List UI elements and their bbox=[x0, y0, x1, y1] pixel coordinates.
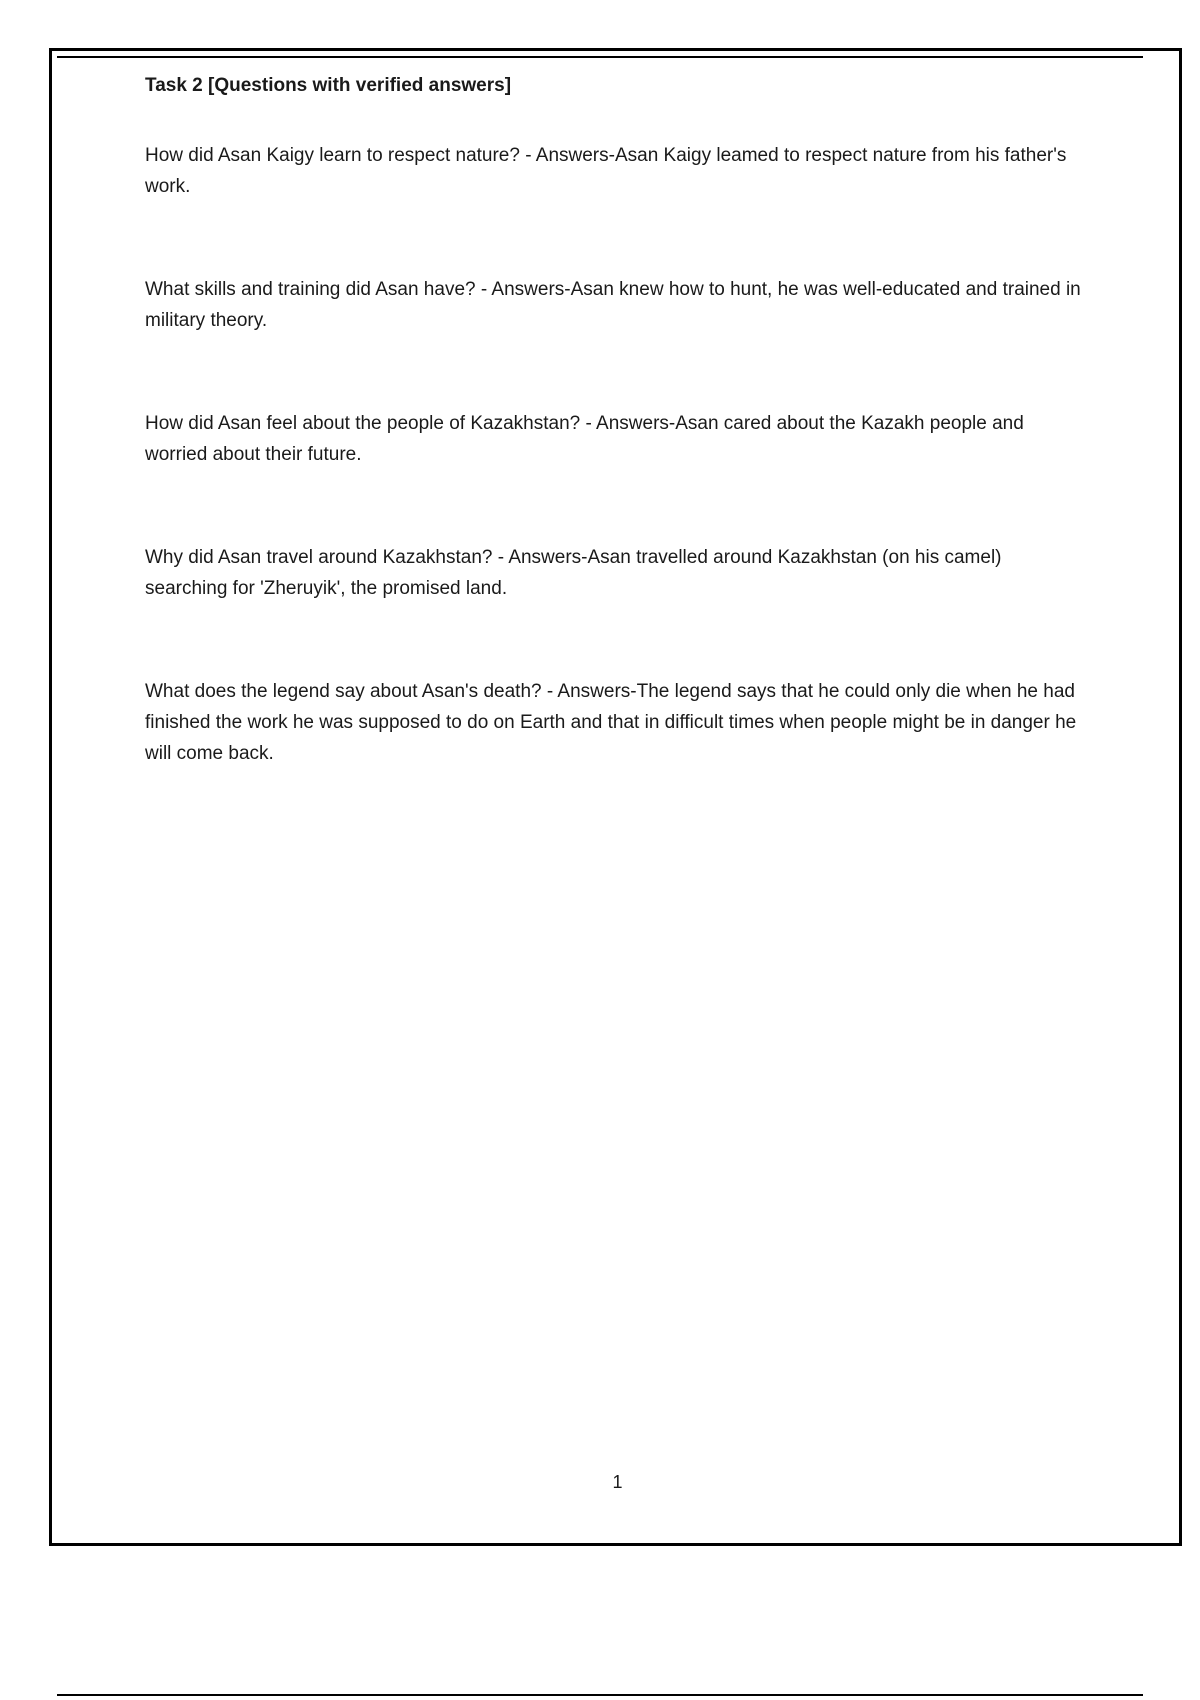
qa-item-3: How did Asan feel about the people of Kazakhstan? - Answers-Asan cared about the Kazakh people and worried about their future. bbox=[145, 413, 1024, 465]
qa-item-1: How did Asan Kaigy learn to respect nature? - Answers-Asan Kaigy leamed to respect nature from his father's work. bbox=[145, 145, 1067, 197]
qa-item-2: What skills and training did Asan have? - Answers-Asan knew how to hunt, he was well-educated and trained in military theory. bbox=[145, 279, 1081, 331]
qa-item-5: What does the legend say about Asan's death? - Answers-The legend says that he could only die when he had finished the work he was supposed to do on Earth and that in difficult times when people might be in danger he will come back. bbox=[145, 681, 1077, 764]
task-title: Task 2 [Questions with verified answers] bbox=[145, 75, 512, 96]
document-body bbox=[145, 72, 1085, 841]
header-rule bbox=[57, 56, 1143, 58]
qa-item-4: Why did Asan travel around Kazakhstan? - Answers-Asan travelled around Kazakhstan (on his camel) searching for 'Zheruyik', the promised land. bbox=[145, 547, 1002, 599]
footer-rule bbox=[57, 1694, 1143, 1696]
page-number: 1 bbox=[612, 1472, 623, 1492]
